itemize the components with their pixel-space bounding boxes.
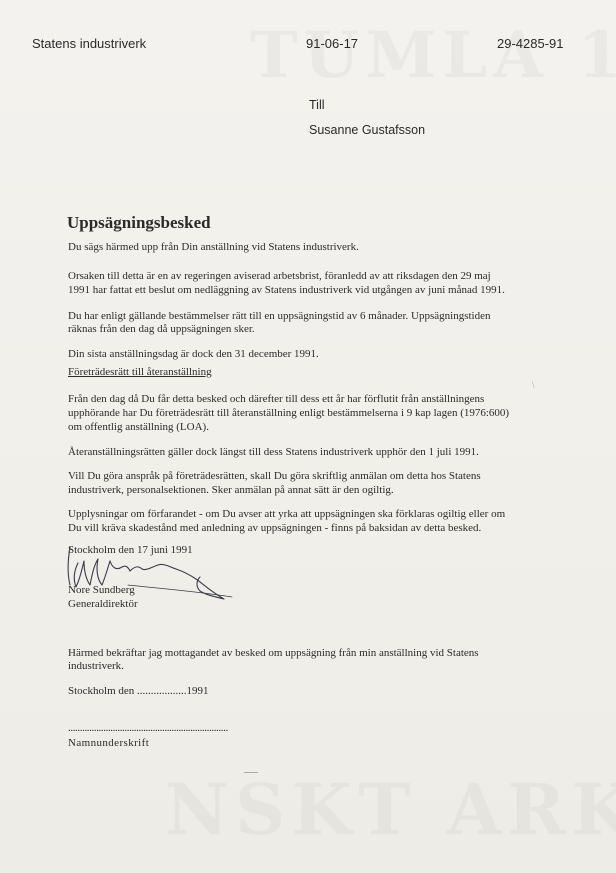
recipient-label: Till [309,98,325,112]
paragraph-5-line-2: upphörande har Du företrädesrätt till återanställning enligt bestämmelserna i 9 kap lagen (1976:600) [68,407,510,419]
signature-dotted-line: .................................................................... [68,722,228,734]
receipt-place-date: Stockholm den ..................1991 [68,685,209,697]
paragraph-5-line-3: om offentlig anställning (LOA). [68,421,209,433]
paragraph-7-line-1: Vill Du göra anspråk på företrädesrätten, skall Du göra skriftlig anmälan om detta hos Statens [68,470,481,482]
recipient-name: Susanne Gustafsson [309,123,426,137]
margin-mark: \ [532,380,535,390]
paragraph-8-line-1: Upplysningar om förfarandet - om Du avser att yrka att uppsägningen ska förklaras ogiltig eller om [68,508,506,520]
reference-number: 29-4285-91 [497,36,564,51]
paragraph-2-line-2: 1991 har fattat ett beslut om nedläggning av Statens industriverk vid utgången av juni månad 1991. [68,284,505,296]
watermark-bottom [165,768,616,851]
paragraph-2-line-1: Orsaken till detta är en av regeringen aviserad arbetsbrist, föranledd av att riksdagen den 29 maj [68,270,491,282]
section-heading: Företrädesrätt till återanställning [68,366,212,378]
scan-tick-mark [244,772,258,773]
paragraph-1: Du sägs härmed upp från Din anställning vid Statens industriverk. [68,241,359,253]
sender-name: Statens industriverk [32,36,147,51]
letter-title: Uppsägningsbesked [67,213,211,232]
receipt-line-1: Härmed bekräftar jag mottagandet av besked om uppsägning från min anställning vid Statens [68,647,479,659]
letter-date: 91-06-17 [306,36,359,51]
signature-label: Namnunderskrift [68,737,150,749]
signer-name: Nore Sundberg [68,584,135,596]
watermark-top [250,18,616,93]
paragraph-3-line-1: Du har enligt gällande bestämmelser rätt till en uppsägningstid av 6 månader. Uppsägningstiden [68,310,491,322]
paragraph-8-line-2: Du vill kräva skadestånd med anledning av uppsägningen - finns på baksidan av detta besked. [68,522,482,534]
paragraph-5-line-1: Från den dag då Du får detta besked och därefter till dess ett år har förflutit från anställningens [68,393,485,405]
receipt-line-2: industriverk. [68,660,124,672]
paragraph-3-line-2: räknas från den dag då uppsägningen sker. [68,323,255,335]
paragraph-7-line-2: industriverk, personalsektionen. Sker anmälan på annat sätt är den ogiltig. [68,484,394,496]
signer-title: Generaldirektör [68,598,138,610]
paragraph-4: Din sista anställningsdag är dock den 31 december 1991. [68,348,319,360]
paragraph-6: Återanställningsrätten gäller dock längst till dess Statens industriverk upphör den 1 juli 1991. [68,446,479,458]
signing-place-date: Stockholm den 17 juni 1991 [68,544,193,556]
